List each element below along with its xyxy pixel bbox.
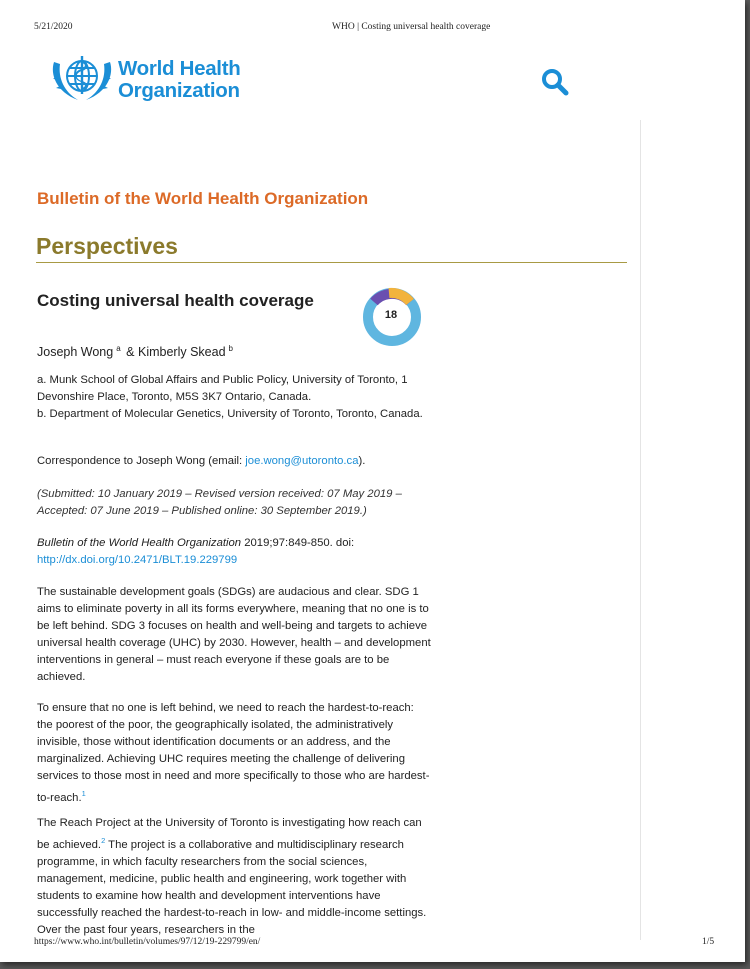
who-logo-text[interactable] bbox=[118, 58, 240, 102]
print-url: https://www.who.int/bulletin/volumes/97/12/19-229799/en/ bbox=[34, 937, 261, 947]
print-title: WHO | Costing universal health coverage bbox=[332, 22, 491, 32]
sidebar-divider bbox=[640, 120, 641, 940]
reference-link[interactable]: 1 bbox=[81, 789, 86, 798]
paragraph: The sustainable development goals (SDGs) are audacious and clear. SDG 1 aims to eliminate poverty in all its forms everywhere, meaning that no one is to be left behind. SDG 3 focuses on health and well-being and targets to achieve universal health coverage (UHC) by 2030. However, health – and development interventions in general – must reach everyone if these goals are to be achieved. bbox=[37, 586, 431, 683]
print-date: 5/21/2020 bbox=[34, 22, 73, 32]
section-rule bbox=[36, 262, 627, 263]
author-line bbox=[37, 344, 235, 359]
publication-dates: (Submitted: 10 January 2019 – Revised version received: 07 May 2019 – Accepted: 07 June 2019 – Published online: 30 September 2019.) bbox=[37, 488, 402, 517]
affiliation-marker: b bbox=[228, 344, 233, 353]
author-name[interactable]: Kimberly Skead bbox=[137, 345, 226, 359]
affiliations bbox=[37, 372, 432, 423]
paragraph-text: The Reach Project at the University of Toronto is investigating how reach can be achieved. bbox=[37, 817, 422, 851]
reference-link[interactable]: 2 bbox=[101, 836, 106, 845]
affiliation-a: a. Munk School of Global Affairs and Public Policy, University of Toronto, 1 Devonshire Place, Toronto, M5S 3K7 Ontario, Canada. bbox=[37, 374, 408, 403]
bulletin-title[interactable]: Bulletin of the World Health Organization bbox=[37, 189, 369, 208]
author-name[interactable]: Joseph Wong bbox=[37, 345, 114, 359]
article-title: Costing universal health coverage bbox=[37, 291, 314, 310]
paragraph-text: To ensure that no one is left behind, we need to reach the hardest-to-reach: the poorest of the poor, the geographically isolated, the administratively invisible, those without identification documents or an address, and the marginalized. Achieving UHC requires meeting the challenge of delivering services to those most in need and more specifically to those who are hardest-to-reach. bbox=[37, 702, 430, 804]
citation bbox=[37, 535, 432, 569]
correspondence-close: ). bbox=[358, 455, 366, 467]
altmetric-score: 18 bbox=[384, 309, 398, 321]
org-name-line2: Organization bbox=[118, 79, 240, 102]
org-name-line1: World Health bbox=[118, 57, 241, 80]
author-separator: & bbox=[126, 345, 135, 359]
who-emblem-icon[interactable] bbox=[50, 52, 114, 104]
section-heading: Perspectives bbox=[36, 233, 178, 259]
doi-link[interactable]: http://dx.doi.org/10.2471/BLT.19.229799 bbox=[37, 554, 238, 566]
page-number: 1/5 bbox=[702, 937, 715, 947]
paragraph bbox=[37, 815, 432, 939]
correspondence bbox=[37, 453, 432, 470]
affiliation-marker: a bbox=[116, 344, 121, 353]
citation-ref: 2019;97:849-850. doi: bbox=[241, 537, 355, 549]
email-link[interactable]: joe.wong@utoronto.ca bbox=[245, 455, 359, 467]
affiliation-b: b. Department of Molecular Genetics, University of Toronto, Toronto, Canada. bbox=[37, 408, 423, 420]
paragraph-text: The project is a collaborative and multidisciplinary research programme, in which faculty researchers from the social sciences, management, medicine, public health and engineering, work together with students to examine how health and development interventions have successfully reached the hardest-to-reach in low- and middle-income settings. Over the past four years, researchers in the bbox=[37, 839, 427, 936]
paragraph bbox=[37, 700, 432, 807]
search-icon[interactable] bbox=[541, 68, 569, 96]
correspondence-label: Correspondence to Joseph Wong (email: bbox=[37, 455, 246, 467]
citation-journal: Bulletin of the World Health Organization bbox=[37, 537, 242, 549]
